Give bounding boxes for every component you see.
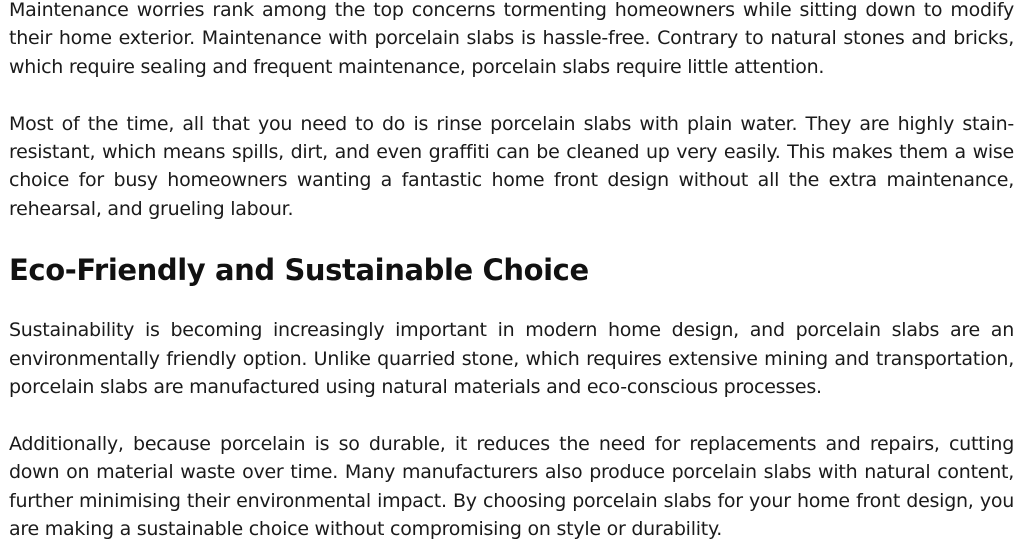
- cleaning-paragraph: Most of the time, all that you need to do is rinse porcelain slabs with plain water. They are highly stain-resistant, which means spills, dirt, and even graffiti can be cleaned up very easily. This makes them a wise choice for busy homeowners wanting a fantastic home front design without all the extra maintenance, rehearsal, and grueling labour.: [9, 112, 1014, 220]
- section-heading: Eco-Friendly and Sustainable Choice: [9, 253, 589, 288]
- sustainability-paragraph: Sustainability is becoming increasingly important in modern home design, and porcelain slabs are an environmentally friendly option. Unlike quarried stone, which requires extensive mining and transportation, porcelain slabs are manufactured using natural materials and eco-conscious processes.: [9, 319, 1014, 399]
- maintenance-paragraph: Maintenance worries rank among the top concerns tormenting homeowners while sitting down to modify their home exterior. Maintenance with porcelain slabs is hassle-free. Contrary to natural stones and bricks, which require sealing and frequent maintenance, porcelain slabs require little attention.: [9, 0, 1014, 78]
- article-body: [9, 0, 1014, 543]
- durability-paragraph: Additionally, because porcelain is so durable, it reduces the need for replacements and repairs, cutting down on material waste over time. Many manufacturers also produce porcelain slabs with natural content, further minimising their environmental impact. By choosing porcelain slabs for your home front design, you are making a sustainable choice without compromising on style or durability.: [9, 432, 1014, 541]
